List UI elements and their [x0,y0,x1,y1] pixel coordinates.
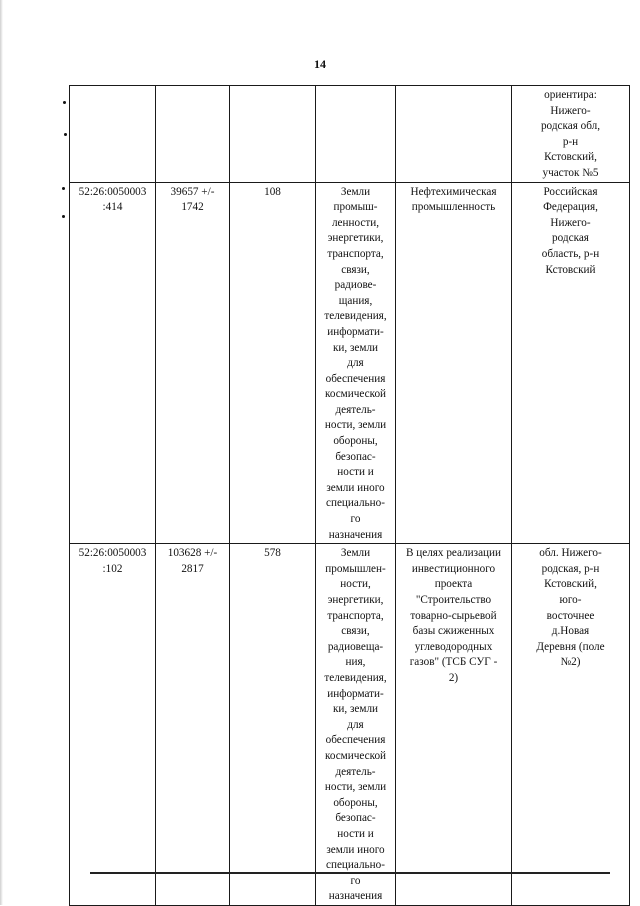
cell-text-line: восточнее [546,609,595,622]
cell-text-line: р-н [562,135,579,148]
cell-text-line: газов" (ТСБ СУГ - [409,656,498,669]
margin-mark [62,187,65,190]
cell-text-line: обеспечения [325,372,386,385]
cell-text-line: Федерация, [543,201,598,214]
cell-text-line: радиове- [334,279,377,292]
cell-text-line: обл. Нижего- [539,547,602,560]
value-cell: 578 [230,544,316,906]
cell-text-line: родская [552,232,589,245]
value-cell [230,86,316,183]
cell-text-line: транспорта, [327,609,384,622]
cell-text-line: проекта [434,578,473,591]
cell-text-line: ности, земли [324,419,387,432]
land-category-cell [316,86,396,183]
cell-text-line: космической [324,388,387,401]
cell-text-line: базы сжиженных [412,625,495,638]
cell-text-line: д.Новая [551,625,590,638]
area-cell [156,182,230,544]
cell-text-line: Нефтехимическая [410,185,497,198]
table-row [70,182,630,544]
cell-text-line: земли иного [326,481,385,494]
cell-text-line: обороны, [333,796,378,809]
cell-text-line: го [350,513,361,526]
cell-text-line: ности, земли [324,781,387,794]
cell-text-line: область, р-н [541,247,600,260]
permitted-use-cell [396,182,512,544]
cell-text-line: Кстовский, [544,151,597,164]
cell-text-line: для [347,357,364,370]
cell-text-line: ориентира: [544,89,597,101]
cell-text-line: транспорта, [327,247,384,260]
cell-text-line: обеспечения [325,734,386,747]
cell-text-line: ния, [345,656,366,669]
cell-text-line: углеводородных [414,640,493,653]
cell-text-line: специально- [326,859,385,872]
cell-text-line: информати- [327,687,384,700]
cell-text-line: родская, р-н [541,562,600,575]
cell-text-line: №2) [560,656,581,669]
land-plots-table [69,85,630,906]
cell-text-line: 103628 +/- [167,547,218,560]
cell-text-line: родская обл, [540,120,601,133]
cell-text-line: Кстовский [545,263,596,276]
cell-text-line: назначения [328,528,383,541]
cell-text-line: земли иного [326,843,385,856]
value-cell: 108 [230,182,316,544]
cell-text-line: для [347,718,364,731]
location-cell [512,182,630,544]
cell-text-line: 52:26:0050003 [78,185,147,198]
cell-text-line: промыш- [333,201,378,214]
cell-text-line: участок №5 [542,166,599,179]
margin-mark [62,215,65,218]
cell-text-line: обороны, [333,435,378,448]
cadastral-number-cell [70,86,156,183]
land-category-cell [316,182,396,544]
cell-text-line: Деревня (поле [536,640,605,653]
cell-text-line: энергетики, [327,594,384,606]
cell-text-line: деятель- [335,765,376,778]
page-number: 14 [314,57,326,71]
cell-text-line: связи, [341,263,370,276]
cell-text-line: ности, [340,578,371,591]
cell-text-line: телевидения, [324,671,387,684]
cell-text-line: безопас- [335,812,376,825]
cell-text-line: 39657 +/- [170,185,215,198]
cell-text-line: юго- [559,594,582,606]
cell-text-line: 52:26:0050003 [78,547,147,560]
cell-text-line: 2) [448,671,459,684]
cell-text-line: Земли [340,185,371,198]
area-cell [156,86,230,183]
cell-text-line: деятель- [335,403,376,416]
margin-mark [63,101,66,104]
location-cell [512,86,630,183]
cell-text-line: ки, земли [332,341,379,354]
permitted-use-cell [396,544,512,906]
cell-text-line: ности и [337,827,374,840]
cell-text-line: Нижего- [550,104,591,117]
cell-text-line: "Строительство [415,594,492,606]
cell-text-line: ленности, [331,216,380,229]
land-category-cell [316,544,396,906]
cell-text-line: Земли [340,547,371,560]
cell-text-line: безопас- [335,450,376,463]
cell-text-line: инвестиционного [411,562,496,575]
scan-edge [0,0,3,905]
cell-text-line: :102 [102,562,123,575]
cell-text-line: ности и [337,466,374,479]
cell-text-line: назначения [328,890,383,903]
cell-text-line: промышлен- [325,562,386,575]
cell-text-line: Российская [543,185,598,198]
table-row-continued [70,86,630,183]
cell-text-line: телевидения, [324,310,387,323]
cell-text-line: энергетики, [327,232,384,245]
cell-text-line: го [350,874,361,887]
cell-text-line: товарно-сырьевой [410,609,497,622]
cell-text-line: 2817 [181,562,204,575]
cell-text-line: 1742 [181,201,204,214]
cell-text-line: ки, земли [332,703,379,716]
cell-text-line: специально- [326,497,385,510]
cell-text-line: :414 [102,201,123,214]
area-cell [156,544,230,906]
margin-mark [64,133,67,136]
bottom-rule [90,872,610,874]
table-row [70,544,630,906]
location-cell [512,544,630,906]
cell-text-line: Нижего- [550,216,591,229]
cell-text-line: связи, [341,625,370,638]
cell-text-line: промышленность [411,201,496,214]
cell-text-line: Кстовский, [544,578,597,591]
cell-text-line: щания, [338,294,373,307]
cadastral-number-cell [70,182,156,544]
permitted-use-cell [396,86,512,183]
cell-text-line: космической [324,749,387,762]
cell-text-line: радиовеща- [327,640,384,653]
cadastral-number-cell [70,544,156,906]
cell-text-line: В целях реализации [405,547,501,560]
cell-text-line: информати- [327,325,384,338]
